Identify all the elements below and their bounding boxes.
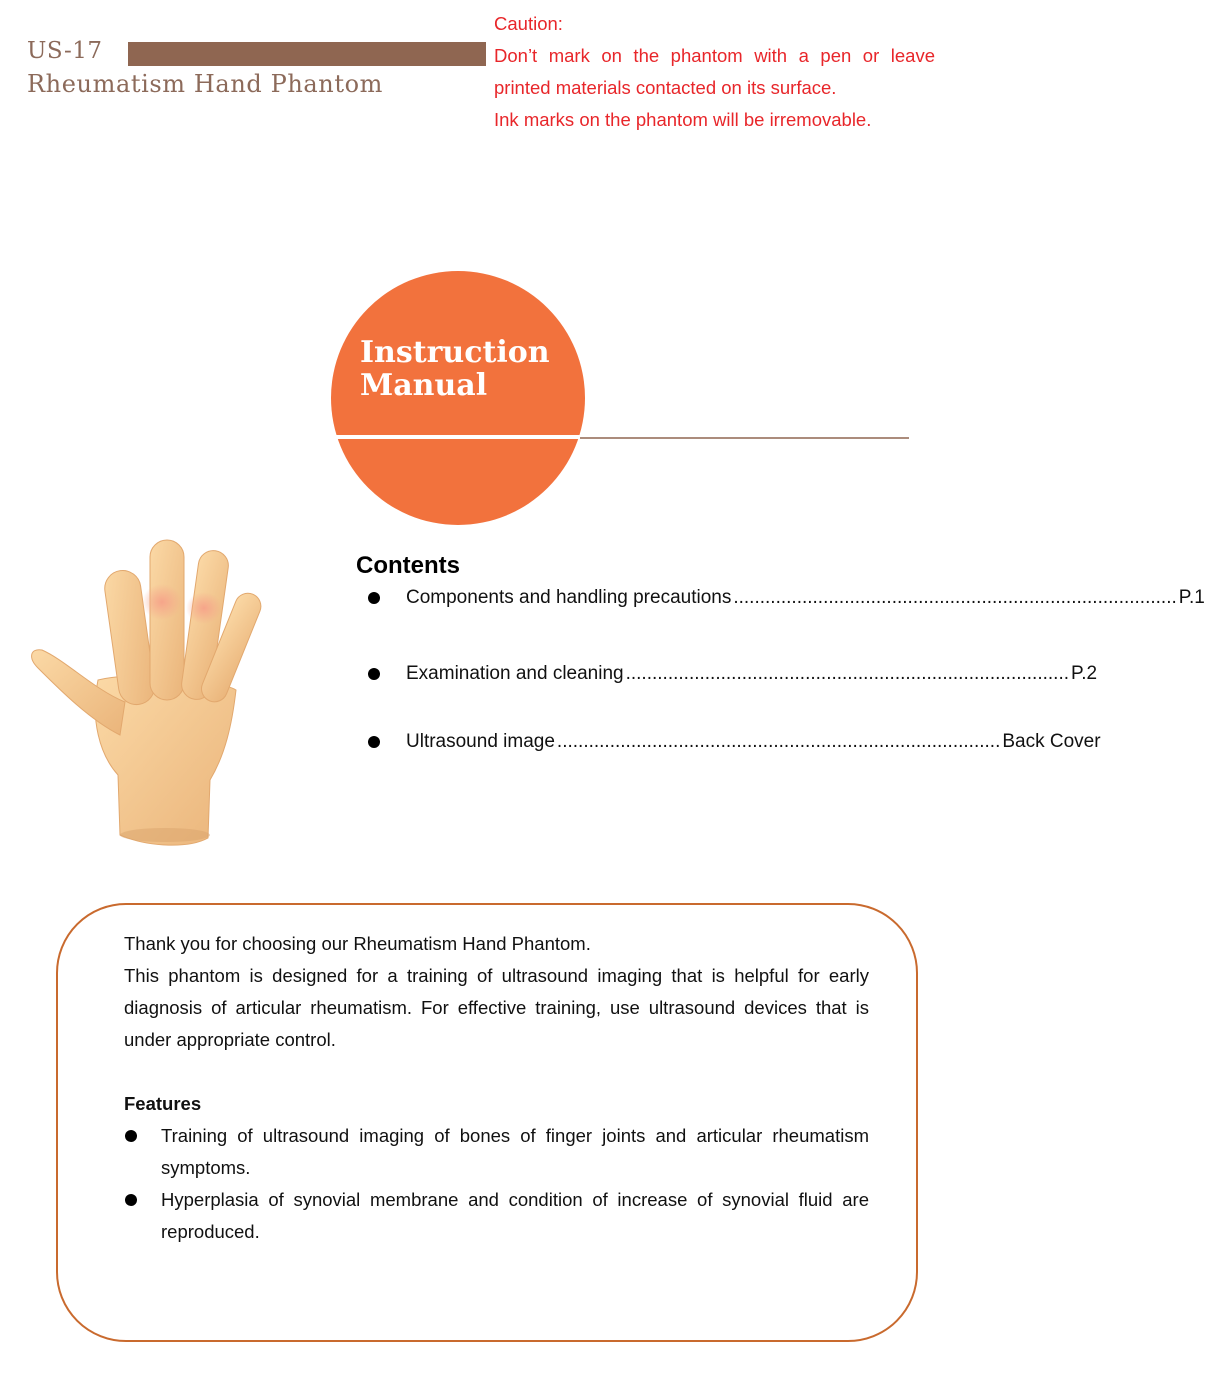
contents-heading: Contents xyxy=(356,552,460,579)
toc-item-label: Components and handling precautions xyxy=(406,587,732,608)
caution-line: printed materials contacted on its surface. xyxy=(494,77,837,98)
toc-leader-dots: .................................................................................... xyxy=(556,731,1001,752)
hand-phantom-image xyxy=(20,530,270,850)
feature-text: Training of ultrasound imaging of bones of finger joints and articular rheumatism symptoms. xyxy=(161,1125,869,1178)
feature-item xyxy=(124,1184,869,1248)
bullet-icon xyxy=(124,1184,161,1248)
bullet-icon xyxy=(368,592,380,604)
page-title-line: Instruction xyxy=(360,335,550,370)
description-text: This phantom is designed for a training of ultrasound imaging that is helpful for early diagnosis of articular rheumatism. For effective training, use ultrasound devices that is under appropriate control. xyxy=(124,965,869,1050)
caution-line: Don’t mark on the phantom with a pen or leave xyxy=(494,45,935,66)
toc-item-page: Back Cover xyxy=(1002,731,1101,752)
bullet-icon xyxy=(368,736,380,748)
features-heading: Features xyxy=(124,1093,202,1114)
toc-leader-dots: .................................................................................... xyxy=(625,663,1070,684)
intro-text xyxy=(124,928,869,1248)
toc-item-page: P.2 xyxy=(1071,663,1098,684)
toc-item[interactable] xyxy=(368,585,1205,611)
swollen-joint xyxy=(142,584,182,620)
bullet-icon xyxy=(368,668,380,680)
thank-you-text: Thank you for choosing our Rheumatism Hand Phantom. xyxy=(124,933,591,954)
swollen-joint xyxy=(186,592,222,624)
model-code: US-17 xyxy=(27,38,103,64)
toc-item-label: Examination and cleaning xyxy=(406,663,624,684)
feature-text: Hyperplasia of synovial membrane and condition of increase of synovial fluid are reproduced. xyxy=(161,1189,869,1242)
header-bar xyxy=(128,42,486,66)
toc-item[interactable] xyxy=(368,729,1101,755)
toc-item-label: Ultrasound image xyxy=(406,731,555,752)
toc-leader-dots: .................................................................................... xyxy=(733,587,1177,608)
feature-item xyxy=(124,1120,869,1184)
toc-item[interactable] xyxy=(368,661,1098,687)
page-title xyxy=(360,336,550,402)
page-title-line: Manual xyxy=(360,368,488,403)
caution-title: Caution: xyxy=(494,13,563,34)
caution-notice xyxy=(494,8,935,136)
product-name: Rheumatism Hand Phantom xyxy=(27,70,383,98)
bullet-icon xyxy=(124,1120,161,1184)
toc-item-page: P.1 xyxy=(1178,587,1205,608)
caution-line: Ink marks on the phantom will be irremovable. xyxy=(494,109,872,130)
